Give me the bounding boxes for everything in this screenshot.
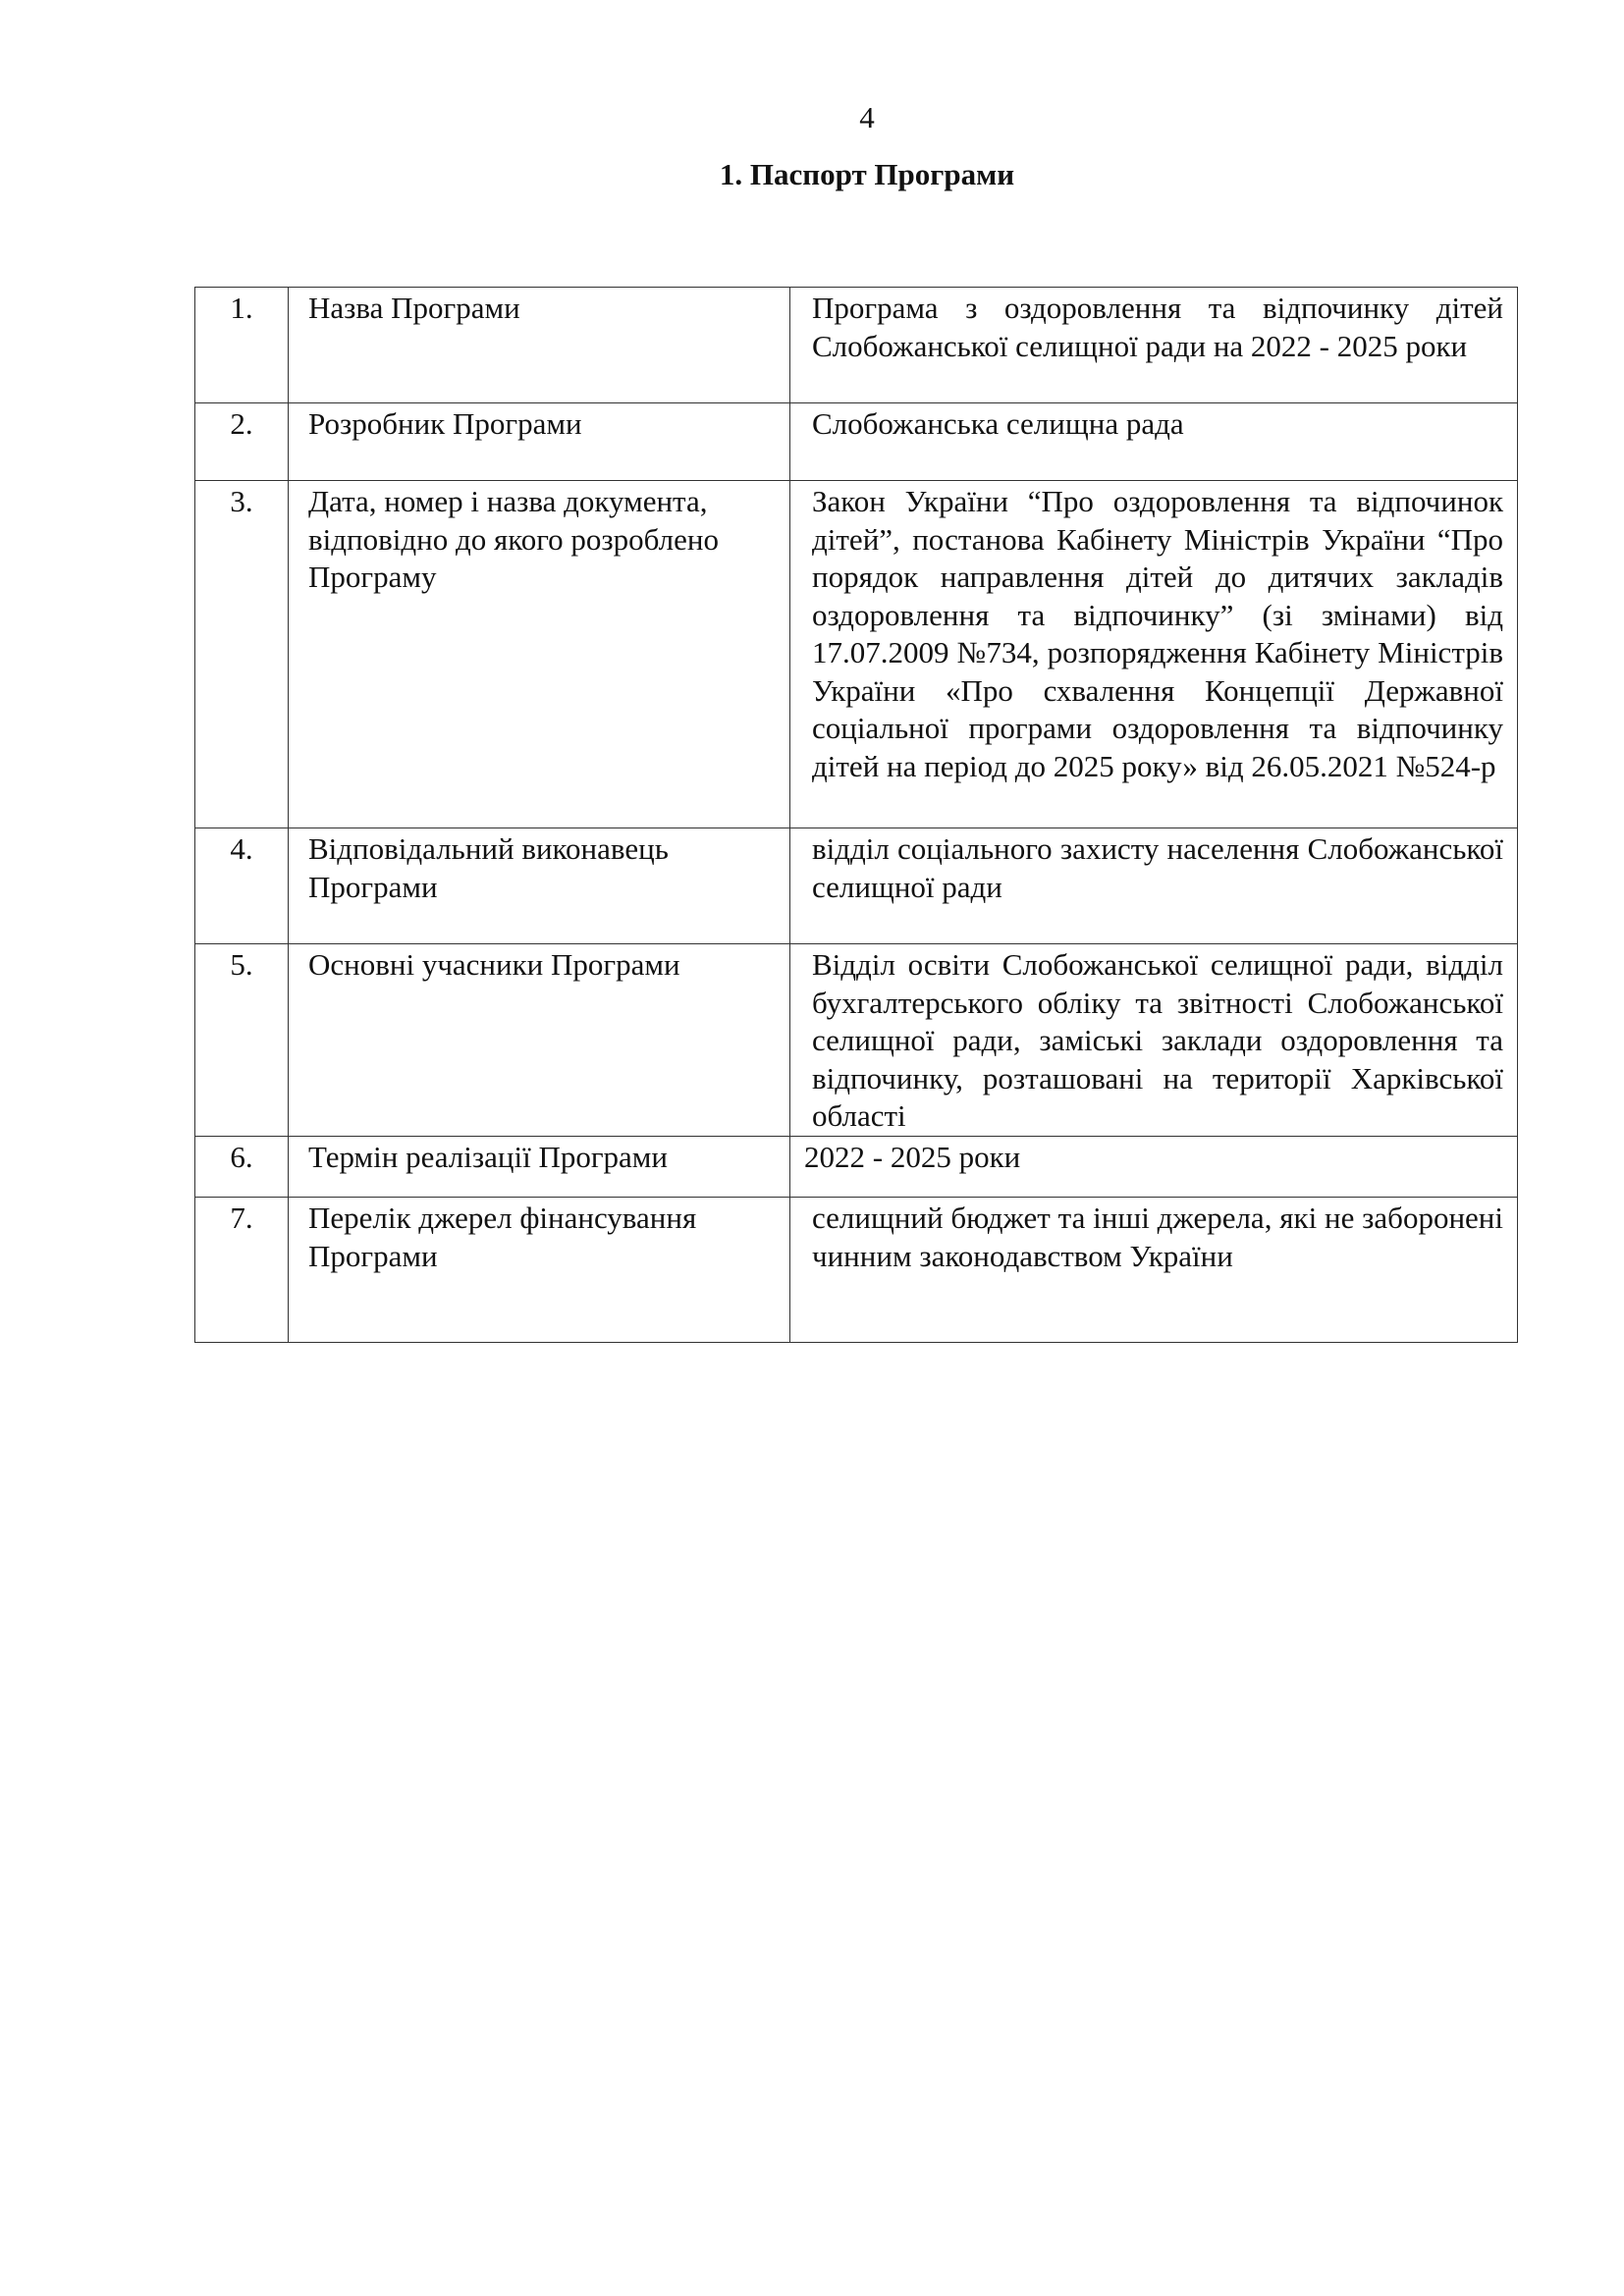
row-value: 2022 - 2025 роки — [790, 1137, 1518, 1198]
row-value: Слобожанська селищна рада — [790, 403, 1518, 481]
row-label: Перелік джерел фінансування Програми — [289, 1198, 790, 1343]
row-label: Розробник Програми — [289, 403, 790, 481]
row-label: Термін реалізації Програми — [289, 1137, 790, 1198]
row-number: 7. — [195, 1198, 289, 1343]
table-row — [195, 481, 1518, 828]
row-value: Програма з оздоровлення та відпочинку дітей Слобожанської селищної ради на 2022 - 2025 роки — [790, 288, 1518, 403]
row-number: 4. — [195, 828, 289, 944]
row-number: 2. — [195, 403, 289, 481]
passport-table — [194, 287, 1518, 1343]
table-row — [195, 1198, 1518, 1343]
page-title: 1. Паспорт Програми — [719, 157, 1015, 191]
row-value: Відділ освіти Слобожанської селищної ради, відділ бухгалтерського обліку та звітності Слобожанської селищної ради, заміські заклади оздоровлення та відпочинку, розташовані на території Харківської області — [790, 944, 1518, 1137]
table-row — [195, 288, 1518, 403]
row-label: Основні учасники Програми — [289, 944, 790, 1137]
table-row — [195, 828, 1518, 944]
row-number: 5. — [195, 944, 289, 1137]
table-row — [195, 944, 1518, 1137]
page-number: 4 — [859, 100, 875, 134]
row-label: Відповідальний виконавець Програми — [289, 828, 790, 944]
row-value: селищний бюджет та інші джерела, які не заборонені чинним законодавством України — [790, 1198, 1518, 1343]
row-value: Закон України “Про оздоровлення та відпочинок дітей”, постанова Кабінету Міністрів України “Про порядок направлення дітей до дитячих закладів оздоровлення та відпочинку” (зі змінами) від 17.07.2009 №734, розпорядження Кабінету Міністрів України «Про схвалення Концепції Державної соціальної програми оздоровлення та відпочинку дітей на період до 2025 року» від 26.05.2021 №524-р — [790, 481, 1518, 828]
row-value: відділ соціального захисту населення Слобожанської селищної ради — [790, 828, 1518, 944]
row-number: 3. — [195, 481, 289, 828]
row-number: 1. — [195, 288, 289, 403]
row-label: Дата, номер і назва документа, відповідно до якого розроблено Програму — [289, 481, 790, 828]
row-label: Назва Програми — [289, 288, 790, 403]
table-row — [195, 1137, 1518, 1198]
table-row — [195, 403, 1518, 481]
row-number: 6. — [195, 1137, 289, 1198]
